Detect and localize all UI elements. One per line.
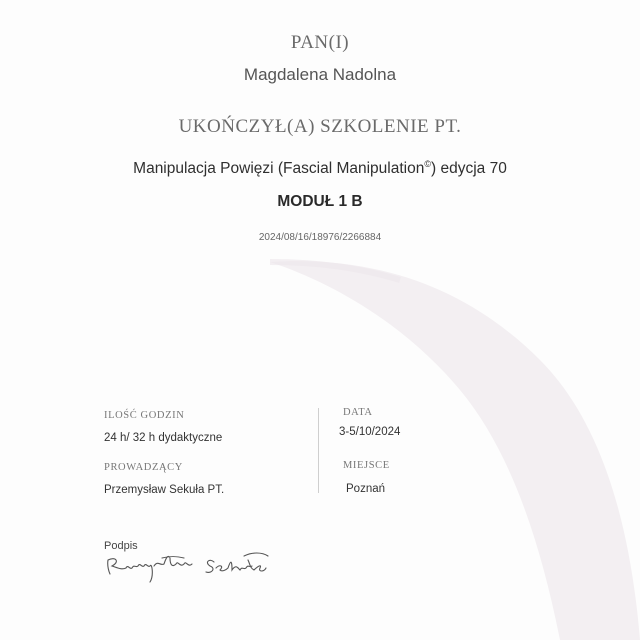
course-title-suffix: ) edycja 70 <box>431 160 507 178</box>
column-divider <box>318 408 319 493</box>
date-label: DATA <box>343 407 373 418</box>
module-title: MODUŁ 1 B <box>277 193 363 210</box>
place-label: MIEJSCE <box>343 460 390 471</box>
certificate-code: 2024/08/16/18976/2266884 <box>258 232 382 243</box>
course-title <box>0 159 640 178</box>
hours-value: 24 h/ 32 h dydaktyczne <box>104 432 223 444</box>
course-title-main: Manipulacja Powięzi (Fascial Manipulation <box>133 160 425 178</box>
place-value: Poznań <box>346 483 386 495</box>
recipient-name: Magdalena Nadolna <box>243 65 397 84</box>
signature-label: Podpis <box>104 540 138 552</box>
date-value: 3-5/10/2024 <box>339 426 401 438</box>
hours-label: ILOŚĆ GODZIN <box>104 410 185 421</box>
handwritten-signature <box>104 546 274 586</box>
instructor-label: PROWADZĄCY <box>104 462 183 473</box>
honorific: PAN(I) <box>290 32 350 53</box>
copyright-symbol: © <box>424 159 431 169</box>
instructor-value: Przemysław Sekuła PT. <box>104 484 225 496</box>
completed-heading: UKOŃCZYŁ(A) SZKOLENIE PT. <box>178 116 462 137</box>
